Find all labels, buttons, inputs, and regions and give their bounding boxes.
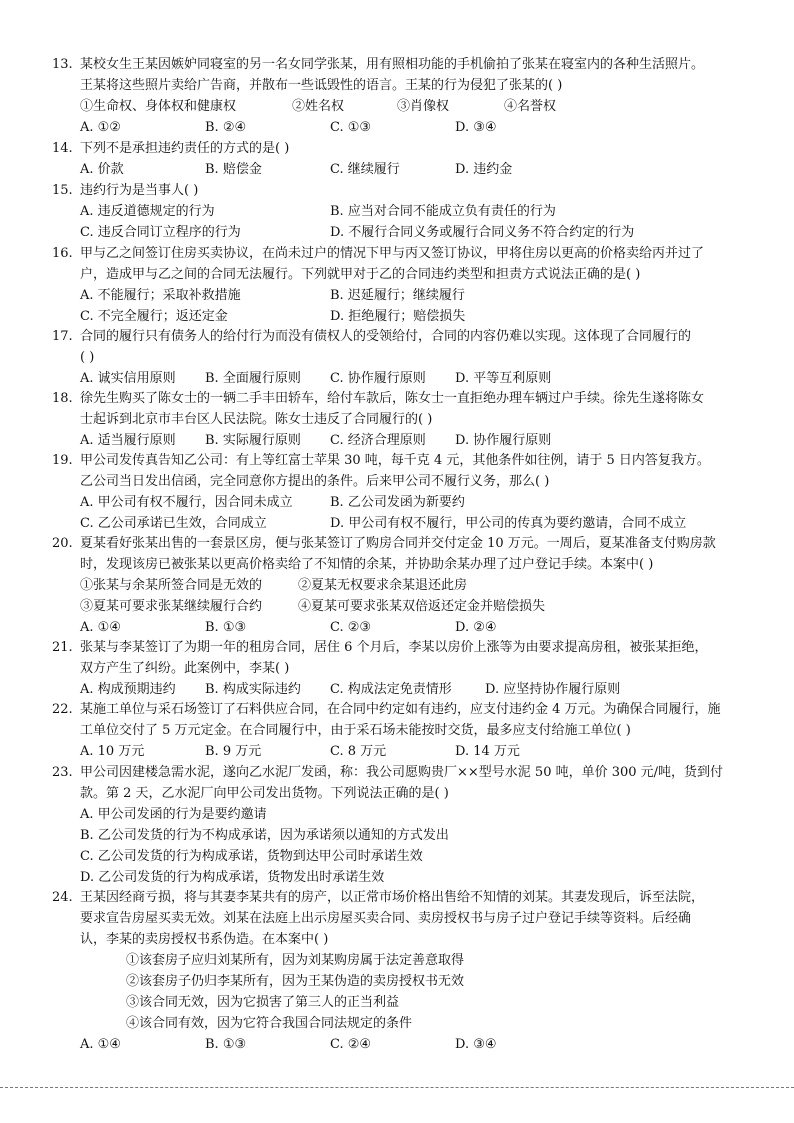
option-a[interactable]: A. ①② xyxy=(80,120,121,135)
question-stem-line: 户，造成甲与乙之间的合同无法履行。下列就甲对于乙的合同违约类型和担责方式说法正确的是( ) xyxy=(80,267,641,282)
statement: ②姓名权 xyxy=(292,99,345,114)
option-d[interactable]: D. 平等互利原则 xyxy=(455,371,552,386)
statement: ④夏某可要求张某双倍返还定金并赔偿损失 xyxy=(298,599,546,614)
question-15 xyxy=(52,180,778,243)
question-19 xyxy=(52,450,778,534)
option-b[interactable]: B. 乙公司发货的行为不构成承诺，因为承诺须以通知的方式发出 xyxy=(80,828,449,843)
question-stem-line: 王某将这些照片卖给广告商，并散布一些诋毁性的语言。王某的行为侵犯了张某的( ) xyxy=(80,78,563,93)
question-stem-line: 要求宣告房屋买卖无效。刘某在法庭上出示房屋买卖合同、卖房授权书与房子过户登记手续等资料。后经确 xyxy=(80,911,692,926)
option-a[interactable]: A. 不能履行；采取补救措施 xyxy=(80,288,241,303)
option-d[interactable]: D. 乙公司发货的行为构成承诺，货物发出时承诺生效 xyxy=(80,870,385,885)
question-stem-line: 夏某看好张某出售的一套景区房，便与张某签订了购房合同并交付定金 10 万元。一周后，夏某准备支付购房款 xyxy=(80,536,716,551)
option-d[interactable]: D. 应坚持协作履行原则 xyxy=(485,682,621,697)
question-stem-line: 王某因经商亏损，将与其妻李某共有的房产，以正常市场价格出售给不知情的刘某。其妻发现后，诉至法院， xyxy=(80,890,705,905)
question-number: 15. xyxy=(52,183,73,198)
statement: ④名誉权 xyxy=(504,99,557,114)
question-23 xyxy=(52,762,778,888)
question-number: 14. xyxy=(52,141,73,156)
option-a[interactable]: A. 10 万元 xyxy=(80,744,145,759)
option-b[interactable]: B. 应当对合同不能成立负有责任的行为 xyxy=(330,204,556,219)
question-stem-line: 张某与李某签订了为期一年的租房合同，居住 6 个月后，李某以房价上涨等为由要求提高房租，被张某拒绝， xyxy=(80,640,708,655)
option-c[interactable]: C. 协作履行原则 xyxy=(330,371,426,386)
option-c[interactable]: C. 8 万元 xyxy=(330,744,387,759)
statement: ①张某与余某所签合同是无效的 xyxy=(80,578,263,593)
option-a[interactable]: A. 诚实信用原则 xyxy=(80,371,176,386)
question-number: 21. xyxy=(52,640,73,655)
question-stem-line: 某施工单位与采石场签订了石料供应合同，在合同中约定如有违约，应支付违约金 4 万元。为确保合同履行，施 xyxy=(80,702,721,717)
statement: ②该套房子仍归李某所有，因为王某伪造的卖房授权书无效 xyxy=(126,974,465,989)
question-stem-line: 双方产生了纠纷。此案例中，李某( ) xyxy=(80,661,290,676)
option-c[interactable]: C. 经济合理原则 xyxy=(330,433,426,448)
statement: ①该套房子应归刘某所有，因为刘某购房属于法定善意取得 xyxy=(126,953,465,968)
question-stem-line: 甲公司发传真告知乙公司：有上等红富士苹果 30 吨，每千克 4 元，其他条件如往例，请于 5 日内答复我方。 xyxy=(80,453,710,468)
option-d[interactable]: D. ③④ xyxy=(455,120,497,135)
footer-dashed-divider xyxy=(0,1087,794,1088)
question-stem-line: 工单位交付了 5 万元定金。在合同履行中，由于采石场未能按时交货，最多应支付给施工单位( ) xyxy=(80,723,631,738)
question-22 xyxy=(52,699,778,762)
question-20 xyxy=(52,533,778,638)
question-stem-line: 时，发现该房已被张某以更高价格卖给了不知情的余某，并协助余某办理了过户登记手续。本案中( ) xyxy=(80,557,654,572)
option-c[interactable]: C. 乙公司承诺已生效，合同成立 xyxy=(80,516,267,531)
option-b[interactable]: B. 乙公司发函为新要约 xyxy=(330,495,465,510)
question-stem-line: 款。第 2 天，乙水泥厂向甲公司发出货物。下列说法正确的是( ) xyxy=(80,786,449,801)
question-number: 22. xyxy=(52,702,73,717)
option-d[interactable]: D. 不履行合同义务或履行合同义务不符合约定的行为 xyxy=(330,225,635,240)
question-17 xyxy=(52,326,778,389)
question-18 xyxy=(52,388,778,451)
option-a[interactable]: A. 违反道德规定的行为 xyxy=(80,204,215,219)
option-c[interactable]: C. ②④ xyxy=(330,1037,372,1052)
option-a[interactable]: A. ①④ xyxy=(80,620,121,635)
option-c[interactable]: C. ②③ xyxy=(330,620,372,635)
question-stem-line: 甲公司因建楼急需水泥，遂向乙水泥厂发函，称：我公司愿购贵厂××型号水泥 50 吨，单价 300 元/吨，货到付 xyxy=(80,765,724,780)
option-b[interactable]: B. ①③ xyxy=(205,620,247,635)
question-number: 24. xyxy=(52,890,73,905)
option-c[interactable]: C. 不完全履行；返还定金 xyxy=(80,309,228,324)
question-stem-line: 违约行为是当事人( ) xyxy=(80,183,199,198)
option-a[interactable]: A. ①④ xyxy=(80,1037,121,1052)
option-a[interactable]: A. 构成预期违约 xyxy=(80,682,176,697)
question-stem-line: 乙公司当日发出信函，完全同意你方提出的条件。后来甲公司不履行义务，那么( ) xyxy=(80,474,550,489)
option-a[interactable]: A. 甲公司有权不履行，因合同未成立 xyxy=(80,495,293,510)
question-21 xyxy=(52,637,778,700)
statement: ①生命权、身体权和健康权 xyxy=(80,99,237,114)
question-stem-line: 徐先生购买了陈女士的一辆二手丰田轿车，给付车款后，陈女士一直拒绝办理车辆过户手续。徐先生遂将陈女 xyxy=(80,391,705,406)
question-stem-line: 合同的履行只有债务人的给付行为而没有债权人的受领给付，合同的内容仍难以实现。这体现了合同履行的 xyxy=(80,329,692,344)
question-24 xyxy=(52,887,778,1055)
option-d[interactable]: D. 拒绝履行；赔偿损失 xyxy=(330,309,466,324)
option-d[interactable]: D. 甲公司有权不履行，甲公司的传真为要约邀请，合同不成立 xyxy=(330,516,687,531)
option-b[interactable]: B. 构成实际违约 xyxy=(205,682,301,697)
question-number: 16. xyxy=(52,246,73,261)
option-b[interactable]: B. 赔偿金 xyxy=(205,162,262,177)
option-c[interactable]: C. 继续履行 xyxy=(330,162,400,177)
option-b[interactable]: B. ②④ xyxy=(205,120,247,135)
statement: ②夏某无权要求余某退还此房 xyxy=(298,578,468,593)
option-d[interactable]: D. 协作履行原则 xyxy=(455,433,552,448)
option-c[interactable]: C. 构成法定免责情形 xyxy=(330,682,452,697)
question-stem-line: ( ) xyxy=(80,350,95,365)
question-14 xyxy=(52,138,778,180)
option-d[interactable]: D. ②④ xyxy=(455,620,497,635)
question-number: 13. xyxy=(52,57,73,72)
option-d[interactable]: D. ③④ xyxy=(455,1037,497,1052)
option-b[interactable]: B. 迟延履行；继续履行 xyxy=(330,288,465,303)
question-stem-line: 某校女生王某因嫉妒同寝室的另一名女同学张某，用有照相功能的手机偷拍了张某在寝室内的各种生活照片。 xyxy=(80,57,705,72)
option-c[interactable]: C. 乙公司发货的行为构成承诺，货物到达甲公司时承诺生效 xyxy=(80,849,423,864)
question-number: 23. xyxy=(52,765,73,780)
question-number: 17. xyxy=(52,329,73,344)
option-b[interactable]: B. 9 万元 xyxy=(205,744,262,759)
question-number: 18. xyxy=(52,391,73,406)
question-stem-line: 士起诉到北京市丰台区人民法院。陈女士违反了合同履行的( ) xyxy=(80,412,433,427)
question-13 xyxy=(52,54,778,138)
option-a[interactable]: A. 价款 xyxy=(80,162,124,177)
statement: ③肖像权 xyxy=(397,99,450,114)
option-c[interactable]: C. 违反合同订立程序的行为 xyxy=(80,225,241,240)
statement: ③夏某可要求张某继续履行合约 xyxy=(80,599,263,614)
question-stem-line: 下列不是承担违约责任的方式的是( ) xyxy=(80,141,290,156)
question-stem-line: 认，李某的卖房授权书系伪造。在本案中( ) xyxy=(80,932,329,947)
option-b[interactable]: B. 实际履行原则 xyxy=(205,433,301,448)
question-number: 19. xyxy=(52,453,73,468)
option-c[interactable]: C. ①③ xyxy=(330,120,372,135)
option-b[interactable]: B. ①③ xyxy=(205,1037,247,1052)
question-stem-line: 甲与乙之间签订住房买卖协议，在尚未过户的情况下甲与丙又签订协议，甲将住房以更高的价格卖给丙并过了 xyxy=(80,246,705,261)
option-b[interactable]: B. 全面履行原则 xyxy=(205,371,301,386)
statement: ③该合同无效，因为它损害了第三人的正当利益 xyxy=(126,995,400,1010)
option-d[interactable]: D. 违约金 xyxy=(455,162,513,177)
option-d[interactable]: D. 14 万元 xyxy=(455,744,520,759)
question-16 xyxy=(52,243,778,327)
option-a[interactable]: A. 适当履行原则 xyxy=(80,433,176,448)
option-a[interactable]: A. 甲公司发函的行为是要约邀请 xyxy=(80,807,267,822)
statement: ④该合同有效，因为它符合我国合同法规定的条件 xyxy=(126,1016,413,1031)
question-number: 20. xyxy=(52,536,73,551)
